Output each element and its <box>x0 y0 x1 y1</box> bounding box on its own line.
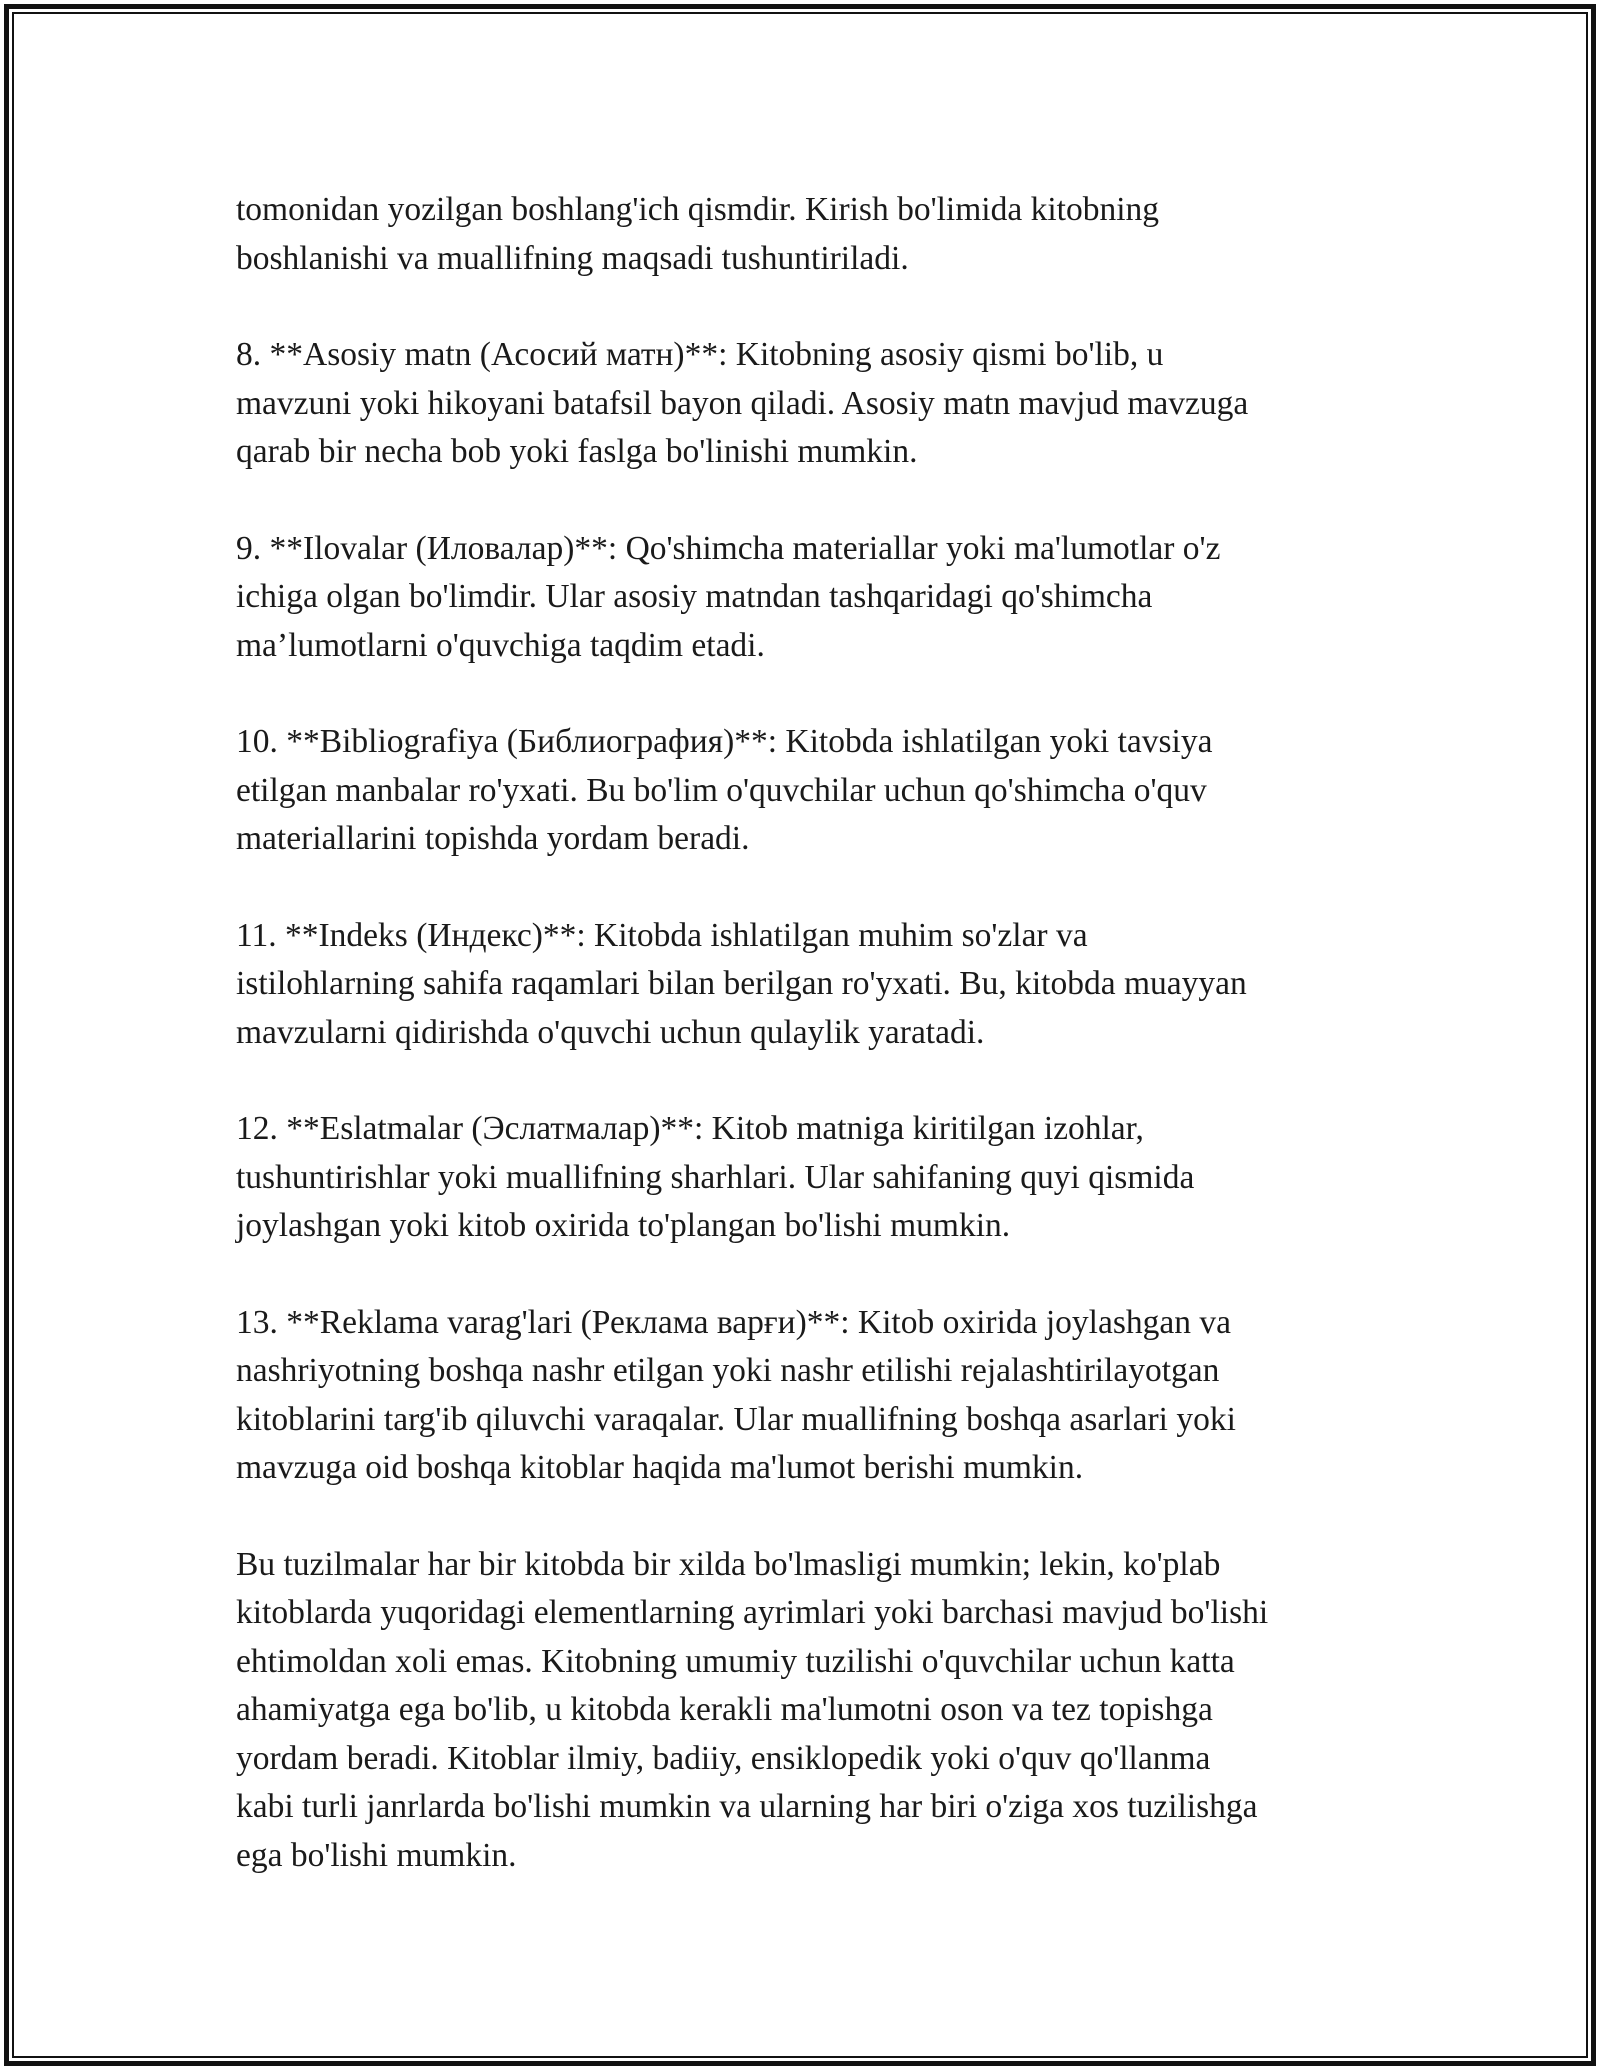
paragraph <box>236 1299 1376 1493</box>
text-line: 11. **Indeks (Индекс)**: Kitobda ishlatilgan muhim so'zlar va <box>236 916 1088 954</box>
paragraph <box>236 718 1376 864</box>
text-line: ma’lumotlarni o'quvchiga taqdim etadi. <box>236 626 765 664</box>
text-line: 10. **Bibliografiya (Библиография)**: Kitobda ishlatilgan yoki tavsiya <box>236 723 1213 760</box>
paragraph <box>236 912 1376 1058</box>
paragraph <box>236 525 1376 671</box>
text-line: kitoblarini targ'ib qiluvchi varaqalar. Ular muallifning boshqa asarlari yoki <box>236 1400 1236 1438</box>
text-line: mavzuga oid boshqa kitoblar haqida ma'lumot berishi mumkin. <box>236 1449 1084 1486</box>
text-line: 13. **Reklama varag'lari (Реклама варғи)**: Kitob oxirida joylashgan va <box>236 1303 1232 1341</box>
text-line: ega bo'lishi mumkin. <box>236 1836 517 1874</box>
text-line: istilohlarning sahifa raqamlari bilan berilgan ro'yxati. Bu, kitobda muayyan <box>236 965 1247 1002</box>
text-line: 12. **Eslatmalar (Эслатмалар)**: Kitob matniga kiritilgan izohlar, <box>236 1110 1144 1147</box>
text-line: qarab bir necha bob yoki faslga bo'linishi mumkin. <box>236 433 918 470</box>
document-body <box>236 186 1376 1880</box>
paragraph <box>236 331 1376 477</box>
text-line: tomonidan yozilgan boshlang'ich qismdir. Kirish bo'limida kitobning <box>236 191 1160 228</box>
text-line: etilgan manbalar ro'yxati. Bu bo'lim o'quvchilar uchun qo'shimcha o'quv <box>236 771 1207 809</box>
text-line: ehtimoldan xoli emas. Kitobning umumiy tuzilishi o'quvchilar uchun katta <box>236 1642 1235 1680</box>
text-line: materiallarini topishda yordam beradi. <box>236 820 750 857</box>
text-line: kabi turli janrlarda bo'lishi mumkin va ularning har biri o'ziga xos tuzilishga <box>236 1788 1258 1825</box>
text-line: ahamiyatga ega bo'lib, u kitobda kerakli ma'lumotni oson va tez topishga <box>236 1691 1213 1728</box>
text-line: kitoblarda yuqoridagi elementlarning ayrimlari yoki barchasi mavjud bo'lishi <box>236 1594 1269 1631</box>
text-line: tushuntirishlar yoki muallifning sharhlari. Ular sahifaning quyi qismida <box>236 1158 1195 1196</box>
paragraph <box>236 1105 1376 1251</box>
text-line: boshlanishi va muallifning maqsadi tushuntiriladi. <box>236 239 909 277</box>
text-line: mavzularni qidirishda o'quvchi uchun qulaylik yaratadi. <box>236 1013 985 1051</box>
text-line: nashriyotning boshqa nashr etilgan yoki nashr etilishi rejalashtirilayotgan <box>236 1352 1220 1389</box>
text-line: joylashgan yoki kitob oxirida to'plangan bo'lishi mumkin. <box>236 1207 1011 1244</box>
text-line: mavzuni yoki hikoyani batafsil bayon qiladi. Asosiy matn mavjud mavzuga <box>236 384 1249 422</box>
paragraph <box>236 1541 1376 1881</box>
text-line: Bu tuzilmalar har bir kitobda bir xilda bo'lmasligi mumkin; lekin, ko'plab <box>236 1545 1221 1583</box>
text-line: ichiga olgan bo'limdir. Ular asosiy matndan tashqaridagi qo'shimcha <box>236 578 1153 615</box>
text-line: 9. **Ilovalar (Иловалар)**: Qo'shimcha materiallar yoki ma'lumotlar o'z <box>236 529 1221 567</box>
text-line: yordam beradi. Kitoblar ilmiy, badiiy, ensiklopedik yoki o'quv qo'llanma <box>236 1739 1211 1777</box>
paragraph <box>236 186 1376 283</box>
text-line: 8. **Asosiy matn (Асосий матн)**: Kitobning asosiy qismi bo'lib, u <box>236 336 1164 373</box>
